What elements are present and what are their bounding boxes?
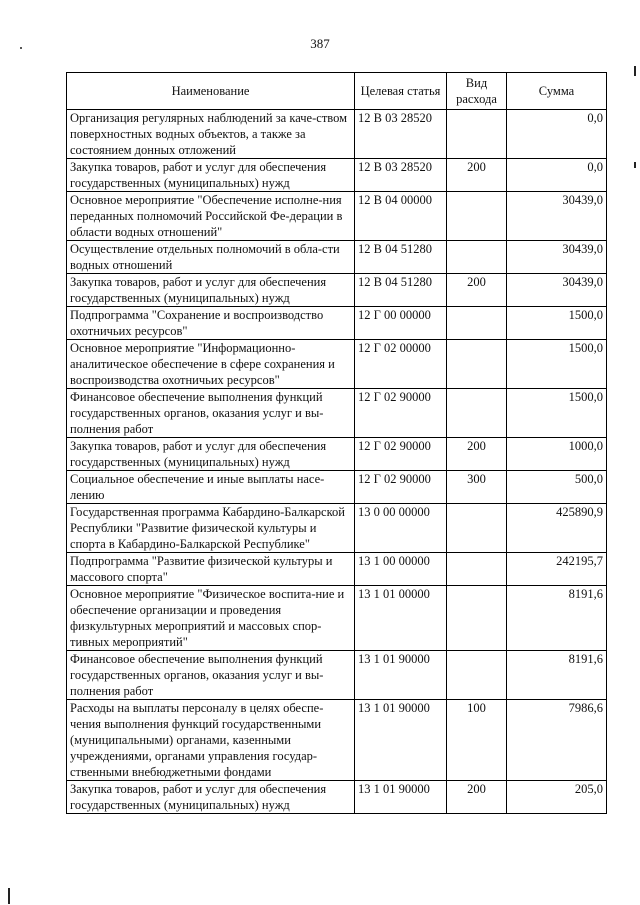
row-code-cell: 12 В 03 28520 xyxy=(355,159,447,192)
table-row xyxy=(67,241,607,274)
row-type-cell xyxy=(447,586,507,651)
row-name-cell: Закупка товаров, работ и услуг для обеспечения государственных (муниципальных) нужд xyxy=(67,159,355,192)
table-row xyxy=(67,192,607,241)
row-type-cell: 100 xyxy=(447,700,507,781)
row-code-cell: 12 В 03 28520 xyxy=(355,110,447,159)
row-sum-cell: 1500,0 xyxy=(507,307,607,340)
row-sum-cell: 242195,7 xyxy=(507,553,607,586)
row-type-cell xyxy=(447,651,507,700)
row-name-cell: Закупка товаров, работ и услуг для обеспечения государственных (муниципальных) нужд xyxy=(67,781,355,814)
row-type-cell xyxy=(447,553,507,586)
row-sum-cell: 30439,0 xyxy=(507,192,607,241)
row-sum-cell: 0,0 xyxy=(507,159,607,192)
row-type-cell xyxy=(447,307,507,340)
header-code: Целевая статья xyxy=(355,73,447,110)
row-type-cell: 300 xyxy=(447,471,507,504)
table-row xyxy=(67,586,607,651)
row-code-cell: 13 0 00 00000 xyxy=(355,504,447,553)
row-name-cell: Основное мероприятие "Физическое воспита-ние и обеспечение организации и проведения физкультурных мероприятий и массовых спор-тивных мероприятий" xyxy=(67,586,355,651)
row-sum-cell: 500,0 xyxy=(507,471,607,504)
budget-table xyxy=(66,72,607,814)
row-name-cell: Закупка товаров, работ и услуг для обеспечения государственных (муниципальных) нужд xyxy=(67,274,355,307)
row-code-cell: 13 1 01 90000 xyxy=(355,651,447,700)
row-sum-cell: 425890,9 xyxy=(507,504,607,553)
row-name-cell: Социальное обеспечение и иные выплаты насе-лению xyxy=(67,471,355,504)
row-type-cell xyxy=(447,504,507,553)
row-name-cell: Подпрограмма "Сохранение и воспроизводство охотничьих ресурсов" xyxy=(67,307,355,340)
table-row xyxy=(67,340,607,389)
row-name-cell: Осуществление отдельных полномочий в обла-сти водных отношений xyxy=(67,241,355,274)
row-code-cell: 12 Г 02 90000 xyxy=(355,471,447,504)
row-code-cell: 12 Г 02 90000 xyxy=(355,389,447,438)
row-sum-cell: 1000,0 xyxy=(507,438,607,471)
table-row xyxy=(67,438,607,471)
row-type-cell xyxy=(447,192,507,241)
row-sum-cell: 205,0 xyxy=(507,781,607,814)
row-type-cell xyxy=(447,340,507,389)
row-name-cell: Подпрограмма "Развитие физической культуры и массового спорта" xyxy=(67,553,355,586)
row-code-cell: 12 Г 02 00000 xyxy=(355,340,447,389)
table-row xyxy=(67,553,607,586)
table-row xyxy=(67,307,607,340)
row-sum-cell: 8191,6 xyxy=(507,651,607,700)
row-type-cell: 200 xyxy=(447,274,507,307)
row-code-cell: 12 В 04 51280 xyxy=(355,241,447,274)
row-sum-cell: 0,0 xyxy=(507,110,607,159)
scan-edge-mark xyxy=(634,66,636,76)
row-type-cell xyxy=(447,110,507,159)
row-type-cell: 200 xyxy=(447,781,507,814)
row-name-cell: Расходы на выплаты персоналу в целях обеспе-чения выполнения функций государственными (муниципальными) органами, казенными учреждениями, органами управления государ-ственными внебюджетными фондами xyxy=(67,700,355,781)
scan-speck xyxy=(20,47,22,49)
header-name: Наименование xyxy=(67,73,355,110)
row-name-cell: Организация регулярных наблюдений за каче-ством поверхностных водных объектов, а также за состоянием донных отложений xyxy=(67,110,355,159)
row-code-cell: 12 В 04 51280 xyxy=(355,274,447,307)
table-row xyxy=(67,651,607,700)
table-row xyxy=(67,389,607,438)
row-type-cell: 200 xyxy=(447,438,507,471)
row-sum-cell: 7986,6 xyxy=(507,700,607,781)
table-row xyxy=(67,504,607,553)
header-sum: Сумма xyxy=(507,73,607,110)
table-row xyxy=(67,471,607,504)
row-type-cell xyxy=(447,241,507,274)
header-type: Вид расхода xyxy=(447,73,507,110)
row-code-cell: 13 1 01 00000 xyxy=(355,586,447,651)
page-number: 387 xyxy=(310,36,330,51)
row-sum-cell: 30439,0 xyxy=(507,241,607,274)
row-code-cell: 13 1 01 90000 xyxy=(355,700,447,781)
row-name-cell: Основное мероприятие "Обеспечение исполне-ния переданных полномочий Российской Фе-дерации в области водных отношений" xyxy=(67,192,355,241)
table-row xyxy=(67,700,607,781)
row-code-cell: 12 В 04 00000 xyxy=(355,192,447,241)
row-sum-cell: 30439,0 xyxy=(507,274,607,307)
scan-edge-mark xyxy=(634,162,636,168)
row-code-cell: 13 1 00 00000 xyxy=(355,553,447,586)
row-sum-cell: 8191,6 xyxy=(507,586,607,651)
table-header-row xyxy=(67,73,607,110)
row-code-cell: 12 Г 02 90000 xyxy=(355,438,447,471)
row-name-cell: Государственная программа Кабардино-Балкарской Республики "Развитие физической культуры и спорта в Кабардино-Балкарской Республике" xyxy=(67,504,355,553)
row-sum-cell: 1500,0 xyxy=(507,389,607,438)
table-row xyxy=(67,110,607,159)
row-type-cell: 200 xyxy=(447,159,507,192)
scan-edge-mark xyxy=(8,888,10,904)
row-code-cell: 13 1 01 90000 xyxy=(355,781,447,814)
table-row xyxy=(67,159,607,192)
table-row xyxy=(67,781,607,814)
row-name-cell: Основное мероприятие "Информационно-аналитическое обеспечение в сфере сохранения и воспроизводства охотничьих ресурсов" xyxy=(67,340,355,389)
row-code-cell: 12 Г 00 00000 xyxy=(355,307,447,340)
row-type-cell xyxy=(447,389,507,438)
row-sum-cell: 1500,0 xyxy=(507,340,607,389)
row-name-cell: Финансовое обеспечение выполнения функций государственных органов, оказания услуг и вы-полнения работ xyxy=(67,389,355,438)
table-row xyxy=(67,274,607,307)
row-name-cell: Закупка товаров, работ и услуг для обеспечения государственных (муниципальных) нужд xyxy=(67,438,355,471)
row-name-cell: Финансовое обеспечение выполнения функций государственных органов, оказания услуг и вы-полнения работ xyxy=(67,651,355,700)
